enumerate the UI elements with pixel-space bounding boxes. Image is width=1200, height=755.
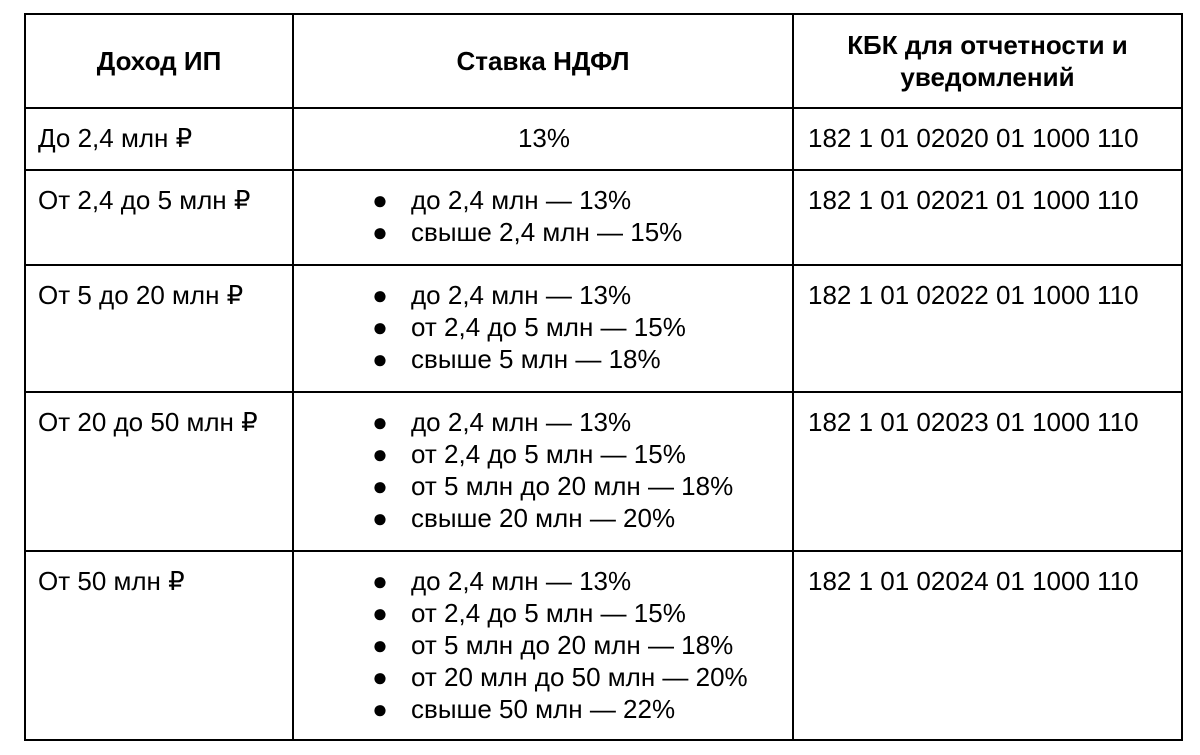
rate-item xyxy=(370,406,782,438)
header-rate: Ставка НДФЛ xyxy=(293,14,793,108)
rate-text: от 2,4 до 5 млн — 15% xyxy=(411,597,686,628)
income-cell: От 20 до 50 млн ₽ xyxy=(25,392,293,551)
rate-list xyxy=(306,406,782,534)
bullet-icon: ● xyxy=(372,343,388,374)
rate-cell xyxy=(293,265,793,392)
bullet-icon: ● xyxy=(372,279,388,310)
bullet-icon: ● xyxy=(372,406,388,437)
rate-item xyxy=(370,184,782,216)
rate-cell xyxy=(293,170,793,265)
rate-item xyxy=(370,565,782,597)
bullet-icon: ● xyxy=(372,565,388,596)
kbk-cell: 182 1 01 02023 01 1000 110 xyxy=(793,392,1182,551)
rate-text: от 2,4 до 5 млн — 15% xyxy=(411,438,686,469)
kbk-cell: 182 1 01 02021 01 1000 110 xyxy=(793,170,1182,265)
table-row xyxy=(25,392,1182,551)
rate-text: свыше 2,4 млн — 15% xyxy=(411,217,683,248)
rate-item xyxy=(370,470,782,502)
bullet-icon: ● xyxy=(372,185,388,216)
bullet-icon: ● xyxy=(372,661,388,692)
rate-cell xyxy=(293,551,793,740)
rate-item xyxy=(370,279,782,311)
kbk-cell: 182 1 01 02022 01 1000 110 xyxy=(793,265,1182,392)
rate-text: до 2,4 млн — 13% xyxy=(411,185,632,216)
rate-item xyxy=(370,216,782,248)
rate-text: от 2,4 до 5 млн — 15% xyxy=(411,311,686,342)
header-row xyxy=(25,14,1182,108)
rate-item xyxy=(370,502,782,534)
income-cell: От 50 млн ₽ xyxy=(25,551,293,740)
table-row xyxy=(25,108,1182,170)
rate-item xyxy=(370,693,782,725)
header-income: Доход ИП xyxy=(25,14,293,108)
income-cell: От 2,4 до 5 млн ₽ xyxy=(25,170,293,265)
income-cell: До 2,4 млн ₽ xyxy=(25,108,293,170)
bullet-icon: ● xyxy=(372,597,388,628)
rate-text: до 2,4 млн — 13% xyxy=(411,406,632,437)
rate-text: до 2,4 млн — 13% xyxy=(411,279,632,310)
rate-cell xyxy=(293,392,793,551)
bullet-icon: ● xyxy=(372,629,388,660)
rate-cell: 13% xyxy=(293,108,793,170)
kbk-cell: 182 1 01 02024 01 1000 110 xyxy=(793,551,1182,740)
rate-item xyxy=(370,597,782,629)
bullet-icon: ● xyxy=(372,217,388,248)
rate-item xyxy=(370,629,782,661)
rate-text: от 20 млн до 50 млн — 20% xyxy=(411,661,748,692)
rate-text: свыше 5 млн — 18% xyxy=(411,343,661,374)
kbk-cell: 182 1 01 02020 01 1000 110 xyxy=(793,108,1182,170)
bullet-icon: ● xyxy=(372,502,388,533)
tax-rate-table xyxy=(24,13,1183,741)
table-row xyxy=(25,265,1182,392)
bullet-icon: ● xyxy=(372,470,388,501)
table-row xyxy=(25,551,1182,740)
rate-text: от 5 млн до 20 млн — 18% xyxy=(411,629,734,660)
rate-item xyxy=(370,438,782,470)
rate-list xyxy=(306,184,782,248)
bullet-icon: ● xyxy=(372,438,388,469)
rate-item xyxy=(370,343,782,375)
header-kbk: КБК для отчетности и уведомлений xyxy=(793,14,1182,108)
bullet-icon: ● xyxy=(372,311,388,342)
bullet-icon: ● xyxy=(372,693,388,724)
rate-text: свыше 20 млн — 20% xyxy=(411,502,676,533)
table-row xyxy=(25,170,1182,265)
rate-list xyxy=(306,279,782,375)
rate-item xyxy=(370,661,782,693)
rate-item xyxy=(370,311,782,343)
rate-text: до 2,4 млн — 13% xyxy=(411,565,632,596)
income-cell: От 5 до 20 млн ₽ xyxy=(25,265,293,392)
rate-list xyxy=(306,565,782,725)
rate-text: свыше 50 млн — 22% xyxy=(411,693,676,724)
rate-text: от 5 млн до 20 млн — 18% xyxy=(411,470,734,501)
